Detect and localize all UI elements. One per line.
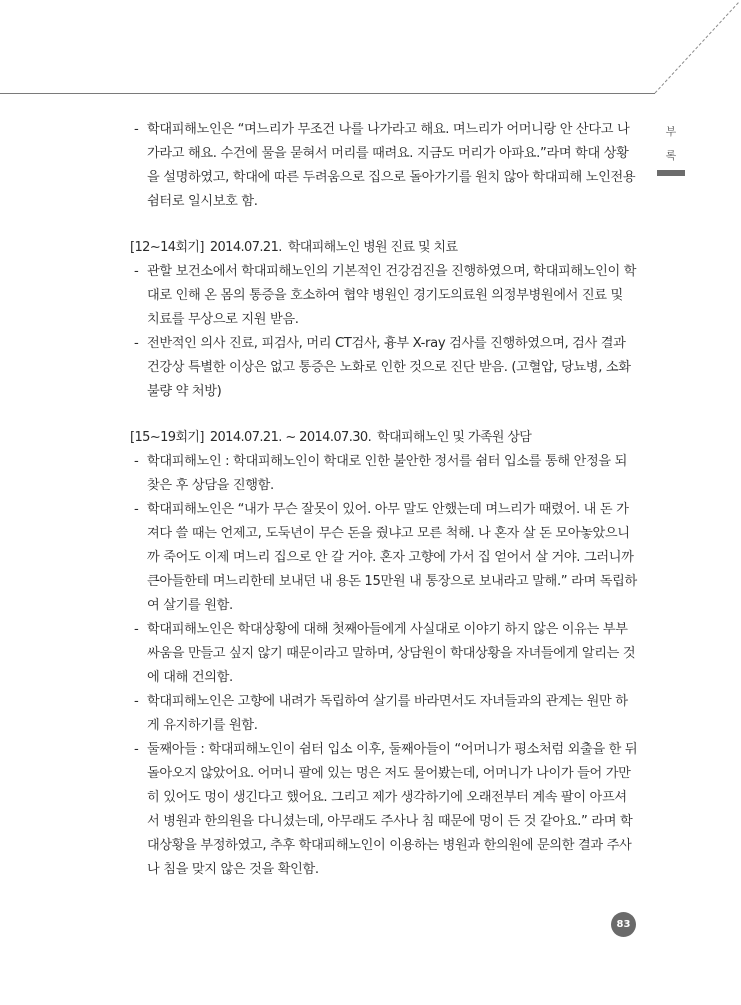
- section: [130, 236, 638, 404]
- list-item: - 학대피해노인은 고향에 내려가 독립하여 살기를 바라면서도 자녀들과의 관계는 원만 하게 유지하기를 원함.: [134, 694, 628, 733]
- list-item: - 학대피해노인은 “내가 무슨 잘못이 있어. 아무 말도 안했는데 며느리가 때렸어. 내 돈 가져다 쓸 때는 언제고, 도둑년이 무슨 돈을 줬냐고 모른 척해. 나 혼자 살 돈 모아놓았으니까 죽어도 이제 며느리 집으로 안 갈 거야. 혼자 고향에 가서 집 얻어서 살 거야. 그러니까 큰아들한테 며느리한테 보내던 내 용돈 15만원 내 통장으로 보내라고 말해.” 라며 독립하여 살기를 원함.: [134, 502, 637, 613]
- corner-fold-decoration: [650, 0, 741, 96]
- session-number: [15~19회기]: [130, 430, 204, 445]
- session-title: 학대피해노인 병원 진료 및 치료: [287, 240, 458, 255]
- section: [130, 426, 638, 882]
- session-heading: [130, 426, 638, 450]
- list-item-text: 학대피해노인은 “며느리가 무조건 나를 나가라고 해요. 며느리가 어머니랑 안 산다고 나가라고 해요. 수건에 물을 묻혀서 머리를 때려요. 지금도 머리가 아파요.”라며 학대 상황을 설명하였고, 학대에 따른 두려움으로 집으로 돌아가기를 원치 않아 학대피해 노인전용쉼터로 일시보호 함.: [147, 122, 636, 209]
- list-item-text: 둘째아들 : 학대피해노인이 쉼터 입소 이후, 둘째아들이 “어머니가 평소처럼 외출을 한 뒤 돌아오지 않았어요. 어머니 팔에 있는 멍은 저도 물어봤는데, 어머니가 나이가 들어 가만히 있어도 멍이 생긴다고 했어요. 그리고 제가 생각하기에 오래전부터 계속 팔이 아프셔서 병원과 한의원을 다니셨는데, 아무래도 주사나 침 때문에 멍이 든 것 같아요.” 라며 학대상황을 부정하였고, 추후 학대피해노인이 이용하는 병원과 한의원에 문의한 결과 주사나 침을 맞지 않은 것을 확인함.: [147, 742, 638, 877]
- side-tab-bar: [657, 170, 685, 176]
- section: [130, 118, 638, 214]
- side-tab-char: 부: [665, 125, 677, 138]
- list-item: - 학대피해노인은 학대상황에 대해 첫째아들에게 사실대로 이야기 하지 않은 이유는 부부 싸움을 만들고 싶지 않기 때문이라고 말하며, 상담원이 학대상황을 자녀들에게 알리는 것에 대해 건의함.: [134, 622, 636, 685]
- list-item-text: 학대피해노인 : 학대피해노인이 학대로 인한 불안한 정서를 쉼터 입소를 통해 안정을 되찾은 후 상담을 진행함.: [147, 454, 627, 493]
- session-title: 학대피해노인 및 가족원 상담: [377, 430, 532, 445]
- page-number-badge: 83: [611, 912, 636, 937]
- list-item: - 관할 보건소에서 학대피해노인의 기본적인 건강검진을 진행하였으며, 학대피해노인이 학대로 인해 온 몸의 통증을 호소하여 협약 병원인 경기도의료원 의정부병원에서 진료 및 치료를 무상으로 지원 받음.: [134, 264, 637, 327]
- list-item-text: 학대피해노인은 고향에 내려가 독립하여 살기를 바라면서도 자녀들과의 관계는 원만 하게 유지하기를 원함.: [147, 694, 628, 733]
- side-tab-char: 록: [665, 149, 677, 162]
- list-item: - 전반적인 의사 진료, 피검사, 머리 CT검사, 흉부 X-ray 검사를 진행하였으며, 검사 결과 건강상 특별한 이상은 없고 통증은 노화로 인한 것으로 진단 받음. (고혈압, 당뇨병, 소화불량 약 처방): [134, 336, 631, 399]
- session-number: [12~14회기]: [130, 240, 204, 255]
- list-item-text: 전반적인 의사 진료, 피검사, 머리 CT검사, 흉부 X-ray 검사를 진행하였으며, 검사 결과 건강상 특별한 이상은 없고 통증은 노화로 인한 것으로 진단 받음. (고혈압, 당뇨병, 소화불량 약 처방): [147, 336, 631, 399]
- session-date: 2014.07.21. ~ 2014.07.30.: [209, 430, 372, 445]
- appendix-side-tab: [657, 120, 685, 176]
- session-heading: [130, 236, 638, 260]
- list-item: - 학대피해노인 : 학대피해노인이 학대로 인한 불안한 정서를 쉼터 입소를 통해 안정을 되찾은 후 상담을 진행함.: [134, 454, 627, 493]
- list-item-text: 학대피해노인은 “내가 무슨 잘못이 있어. 아무 말도 안했는데 며느리가 때렸어. 내 돈 가져다 쓸 때는 언제고, 도둑년이 무슨 돈을 줬냐고 모른 척해. 나 혼자 살 돈 모아놓았으니까 죽어도 이제 며느리 집으로 안 갈 거야. 혼자 고향에 가서 집 얻어서 살 거야. 그러니까 큰아들한테 며느리한테 보내던 내 용돈 15만원 내 통장으로 보내라고 말해.” 라며 독립하여 살기를 원함.: [147, 502, 637, 613]
- header-rule: [0, 93, 655, 94]
- list-item: - 둘째아들 : 학대피해노인이 쉼터 입소 이후, 둘째아들이 “어머니가 평소처럼 외출을 한 뒤 돌아오지 않았어요. 어머니 팔에 있는 멍은 저도 물어봤는데, 어머니가 나이가 들어 가만히 있어도 멍이 생긴다고 했어요. 그리고 제가 생각하기에 오래전부터 계속 팔이 아프셔서 병원과 한의원을 다니셨는데, 아무래도 주사나 침 때문에 멍이 든 것 같아요.” 라며 학대상황을 부정하였고, 추후 학대피해노인이 이용하는 병원과 한의원에 문의한 결과 주사나 침을 맞지 않은 것을 확인함.: [134, 742, 638, 877]
- list-item-text: 관할 보건소에서 학대피해노인의 기본적인 건강검진을 진행하였으며, 학대피해노인이 학대로 인해 온 몸의 통증을 호소하여 협약 병원인 경기도의료원 의정부병원에서 진료 및 치료를 무상으로 지원 받음.: [147, 264, 637, 327]
- page-body: [130, 118, 638, 882]
- session-date: 2014.07.21.: [209, 240, 282, 255]
- list-item: - 학대피해노인은 “며느리가 무조건 나를 나가라고 해요. 며느리가 어머니랑 안 산다고 나가라고 해요. 수건에 물을 묻혀서 머리를 때려요. 지금도 머리가 아파요.”라며 학대 상황을 설명하였고, 학대에 따른 두려움으로 집으로 돌아가기를 원치 않아 학대피해 노인전용쉼터로 일시보호 함.: [134, 122, 636, 209]
- list-item-text: 학대피해노인은 학대상황에 대해 첫째아들에게 사실대로 이야기 하지 않은 이유는 부부 싸움을 만들고 싶지 않기 때문이라고 말하며, 상담원이 학대상황을 자녀들에게 알리는 것에 대해 건의함.: [147, 622, 636, 685]
